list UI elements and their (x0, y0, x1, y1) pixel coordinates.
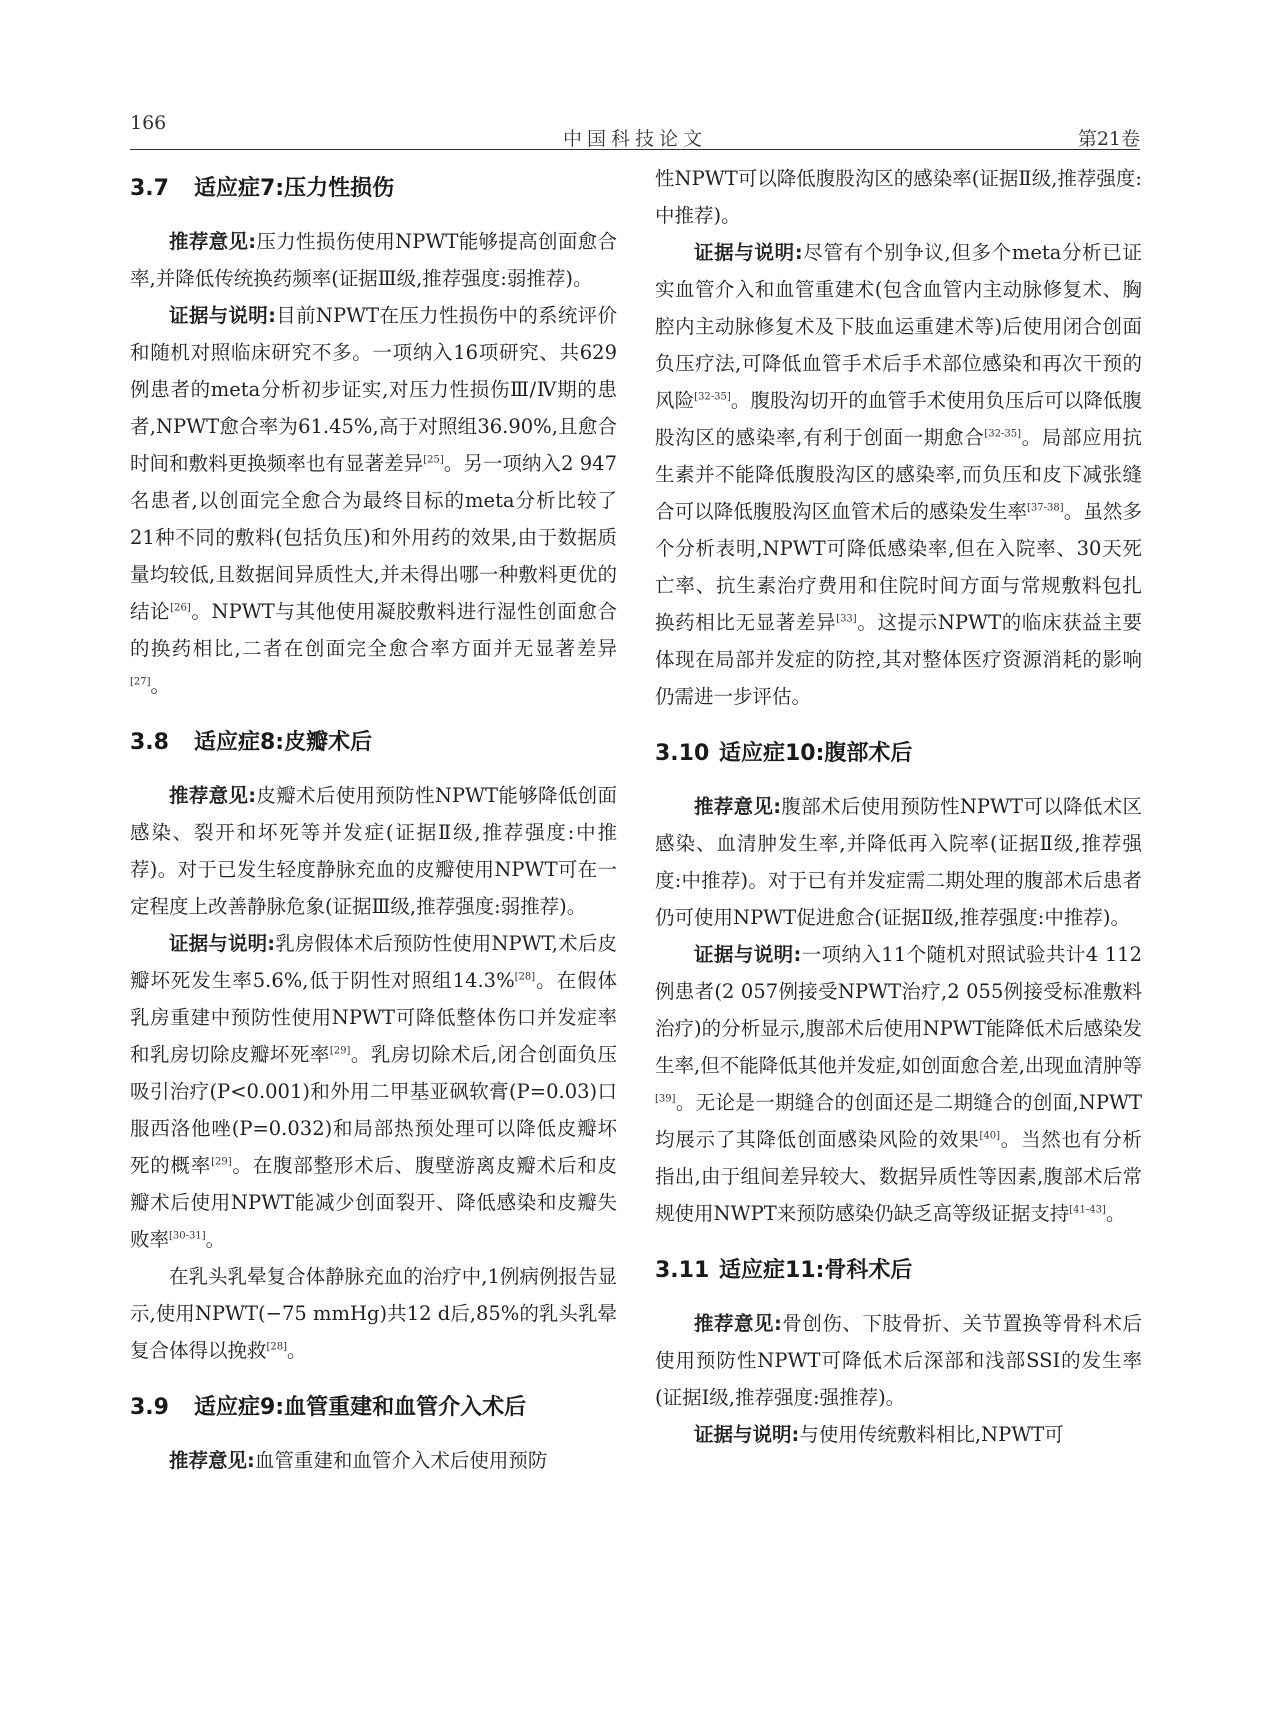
section-number: 3.8 (130, 730, 169, 755)
section-title: 适应症7:压力性损伤 (194, 176, 395, 201)
evidence-label: 证据与说明: (694, 241, 803, 264)
recommendation-text: 骨创伤、下肢骨折、关节置换等骨科术后使用预防性NPWT可降低术后深部和浅部SSI的发生率(证据Ⅰ级,推荐强度:强推荐)。 (655, 1312, 1142, 1409)
section-number: 3.11 (655, 1258, 710, 1283)
body-text: 。 (287, 1339, 307, 1362)
citation: [32-35] (694, 391, 731, 403)
right-column (655, 160, 1142, 1453)
citation: [25] (423, 454, 444, 466)
citation: [41-43] (1069, 1204, 1106, 1216)
section-heading-3-11 (655, 1254, 1142, 1287)
citation: [32-35] (984, 428, 1022, 440)
recommendation-paragraph (130, 777, 617, 925)
recommendation-continuation (655, 160, 1142, 234)
recommendation-paragraph (130, 223, 617, 297)
citation: [39] (655, 1093, 676, 1105)
journal-title: 中国科技论文 (562, 128, 707, 150)
left-column (130, 160, 617, 1479)
evidence-paragraph (130, 925, 617, 1258)
recommendation-text: 血管重建和血管介入术后使用预防 (254, 1449, 548, 1472)
citation: [29] (211, 1156, 232, 1168)
section-heading-3-10 (655, 737, 1142, 770)
section-title: 适应症10:腹部术后 (719, 741, 913, 766)
evidence-text: 。NPWT与其他使用凝胶敷料进行湿性创面愈合的换药相比,二者在创面完全愈合率方面并无显著差异 (130, 600, 617, 660)
evidence-text: 。 (205, 1228, 226, 1251)
evidence-text: 与使用传统敷料相比,NPWT可 (799, 1423, 1064, 1446)
section-title: 适应症9:血管重建和血管介入术后 (194, 1395, 527, 1420)
evidence-label: 证据与说明: (169, 304, 276, 327)
section-title: 适应症11:骨科术后 (719, 1258, 913, 1283)
section-number: 3.9 (130, 1395, 169, 1420)
section-title: 适应症8:皮瓣术后 (194, 730, 373, 755)
recommendation-text: 腹部术后使用预防性NPWT可以降低术区感染、血清肿发生率,并降低再入院率(证据Ⅱ级,推荐强度:中推荐)。对于已有并发症需二期处理的腹部术后患者仍可使用NPWT促进愈合(证据Ⅱ级,推荐强度:中推荐)。 (655, 795, 1142, 929)
section-number: 3.10 (655, 741, 710, 766)
recommendation-label: 推荐意见: (694, 795, 782, 818)
body-paragraph (130, 1258, 617, 1369)
page-header (130, 104, 1140, 150)
volume-label: 第21卷 (1077, 128, 1140, 150)
evidence-text: 。在腹部整形术后、腹壁游离皮瓣术后和皮瓣术后使用NPWT能减少创面裂开、降低感染和皮瓣失败率 (130, 1154, 617, 1251)
evidence-text: 目前NPWT在压力性损伤中的系统评价和随机对照临床研究不多。一项纳入16项研究、共629例患者的meta分析初步证实,对压力性损伤Ⅲ/Ⅳ期的患者,NPWT愈合率为61.45%,高于对照组36.90%,且愈合时间和敷料更换频率也有显著差异 (130, 304, 617, 475)
recommendation-label: 推荐意见: (169, 230, 257, 253)
evidence-paragraph (655, 936, 1142, 1232)
evidence-text: 一项纳入11个随机对照试验共计4 112例患者(2 057例接受NPWT治疗,2 055例接受标准敷料治疗)的分析显示,腹部术后使用NPWT能降低术后感染发生率,但不能降低其他并发症,如创面愈合差,出现血清肿等 (655, 943, 1142, 1077)
evidence-text: 乳房假体术后预防性使用NPWT,术后皮瓣坏死发生率5.6%,低于阴性对照组14.3% (130, 932, 617, 992)
evidence-text: 。虽然多个分析表明,NPWT可降低感染率,但在入院率、30天死亡率、抗生素治疗费用和住院时间方面与常规敷料包扎换药相比无显著差异 (655, 500, 1142, 634)
section-heading-3-9 (130, 1391, 617, 1424)
citation: [28] (514, 971, 536, 983)
evidence-label: 证据与说明: (169, 932, 276, 955)
citation: [37-38] (1027, 502, 1064, 514)
citation: [29] (329, 1045, 351, 1057)
recommendation-paragraph (655, 1305, 1142, 1416)
citation: [27] (130, 676, 151, 688)
recommendation-label: 推荐意见: (694, 1312, 782, 1335)
evidence-paragraph (655, 1416, 1142, 1453)
evidence-paragraph (130, 297, 617, 704)
citation: [33] (836, 613, 857, 625)
recommendation-text: 压力性损伤使用NPWT能够提高创面愈合率,并降低传统换药频率(证据Ⅲ级,推荐强度:弱推荐)。 (130, 230, 617, 290)
evidence-label: 证据与说明: (694, 1423, 800, 1446)
evidence-paragraph (655, 234, 1142, 715)
page-number: 166 (130, 112, 167, 134)
section-heading-3-7 (130, 172, 617, 205)
recommendation-label: 推荐意见: (169, 784, 257, 807)
evidence-label: 证据与说明: (694, 943, 802, 966)
recommendation-paragraph (655, 788, 1142, 936)
recommendation-text: 性NPWT可以降低腹股沟区的感染率(证据Ⅱ级,推荐强度:中推荐)。 (655, 167, 1142, 227)
evidence-text: 尽管有个别争议,但多个meta分析已证实血管介入和血管重建术(包含血管内主动脉修复术、胸腔内主动脉修复术及下肢血运重建术等)后使用闭合创面负压疗法,可降低血管手术后手术部位感染和再次干预的风险 (655, 241, 1142, 412)
evidence-text: 。乳房切除术后,闭合创面负压吸引治疗(P<0.001)和外用二甲基亚砜软膏(P=0.03)口服西洛他唑(P=0.032)和局部热预处理可以降低皮瓣坏死的概率 (130, 1043, 617, 1177)
body-text: 在乳头乳晕复合体静脉充血的治疗中,1例病例报告显示,使用NPWT(−75 mmHg)共12 d后,85%的乳头乳晕复合体得以挽救 (130, 1265, 617, 1362)
evidence-text: 。另一项纳入2 947名患者,以创面完全愈合为最终目标的meta分析比较了21种不同的敷料(包括负压)和外用药的效果,由于数据质量均较低,且数据间异质性大,并未得出哪一种敷料更优的结论 (130, 452, 617, 623)
citation: [26] (170, 602, 191, 614)
citation: [40] (979, 1130, 1001, 1142)
section-heading-3-8 (130, 726, 617, 759)
evidence-text: 。无论是一期缝合的创面还是二期缝合的创面,NPWT均展示了其降低创面感染风险的效果 (655, 1091, 1142, 1151)
citation: [28] (266, 1341, 288, 1353)
evidence-text: 。在假体乳房重建中预防性使用NPWT可降低整体伤口并发症率和乳房切除皮瓣坏死率 (130, 969, 617, 1066)
recommendation-label: 推荐意见: (169, 1449, 255, 1472)
evidence-text: 。 (150, 674, 171, 697)
evidence-text: 。当然也有分析指出,由于组间差异较大、数据异质性等因素,腹部术后常规使用NWPT来预防感染仍缺乏高等级证据支持 (655, 1128, 1142, 1225)
recommendation-paragraph (130, 1442, 617, 1479)
citation: [30-31] (169, 1230, 206, 1242)
evidence-text: 。 (1105, 1202, 1126, 1225)
evidence-text: 。局部应用抗生素并不能降低腹股沟区的感染率,而负压和皮下减张缝合可以降低腹股沟区血管术后的感染发生率 (655, 426, 1142, 523)
evidence-text: 。腹股沟切开的血管手术使用负压后可以降低腹股沟区的感染率,有利于创面一期愈合 (655, 389, 1142, 449)
recommendation-text: 皮瓣术后使用预防性NPWT能够降低创面感染、裂开和坏死等并发症(证据Ⅱ级,推荐强度:中推荐)。对于已发生轻度静脉充血的皮瓣使用NPWT可在一定程度上改善静脉危象(证据Ⅲ级,推荐强度:弱推荐)。 (130, 784, 617, 918)
evidence-text: 。这提示NPWT的临床获益主要体现在局部并发症的防控,其对整体医疗资源消耗的影响仍需进一步评估。 (655, 611, 1142, 708)
section-number: 3.7 (130, 176, 169, 201)
header-rule (130, 149, 1140, 150)
